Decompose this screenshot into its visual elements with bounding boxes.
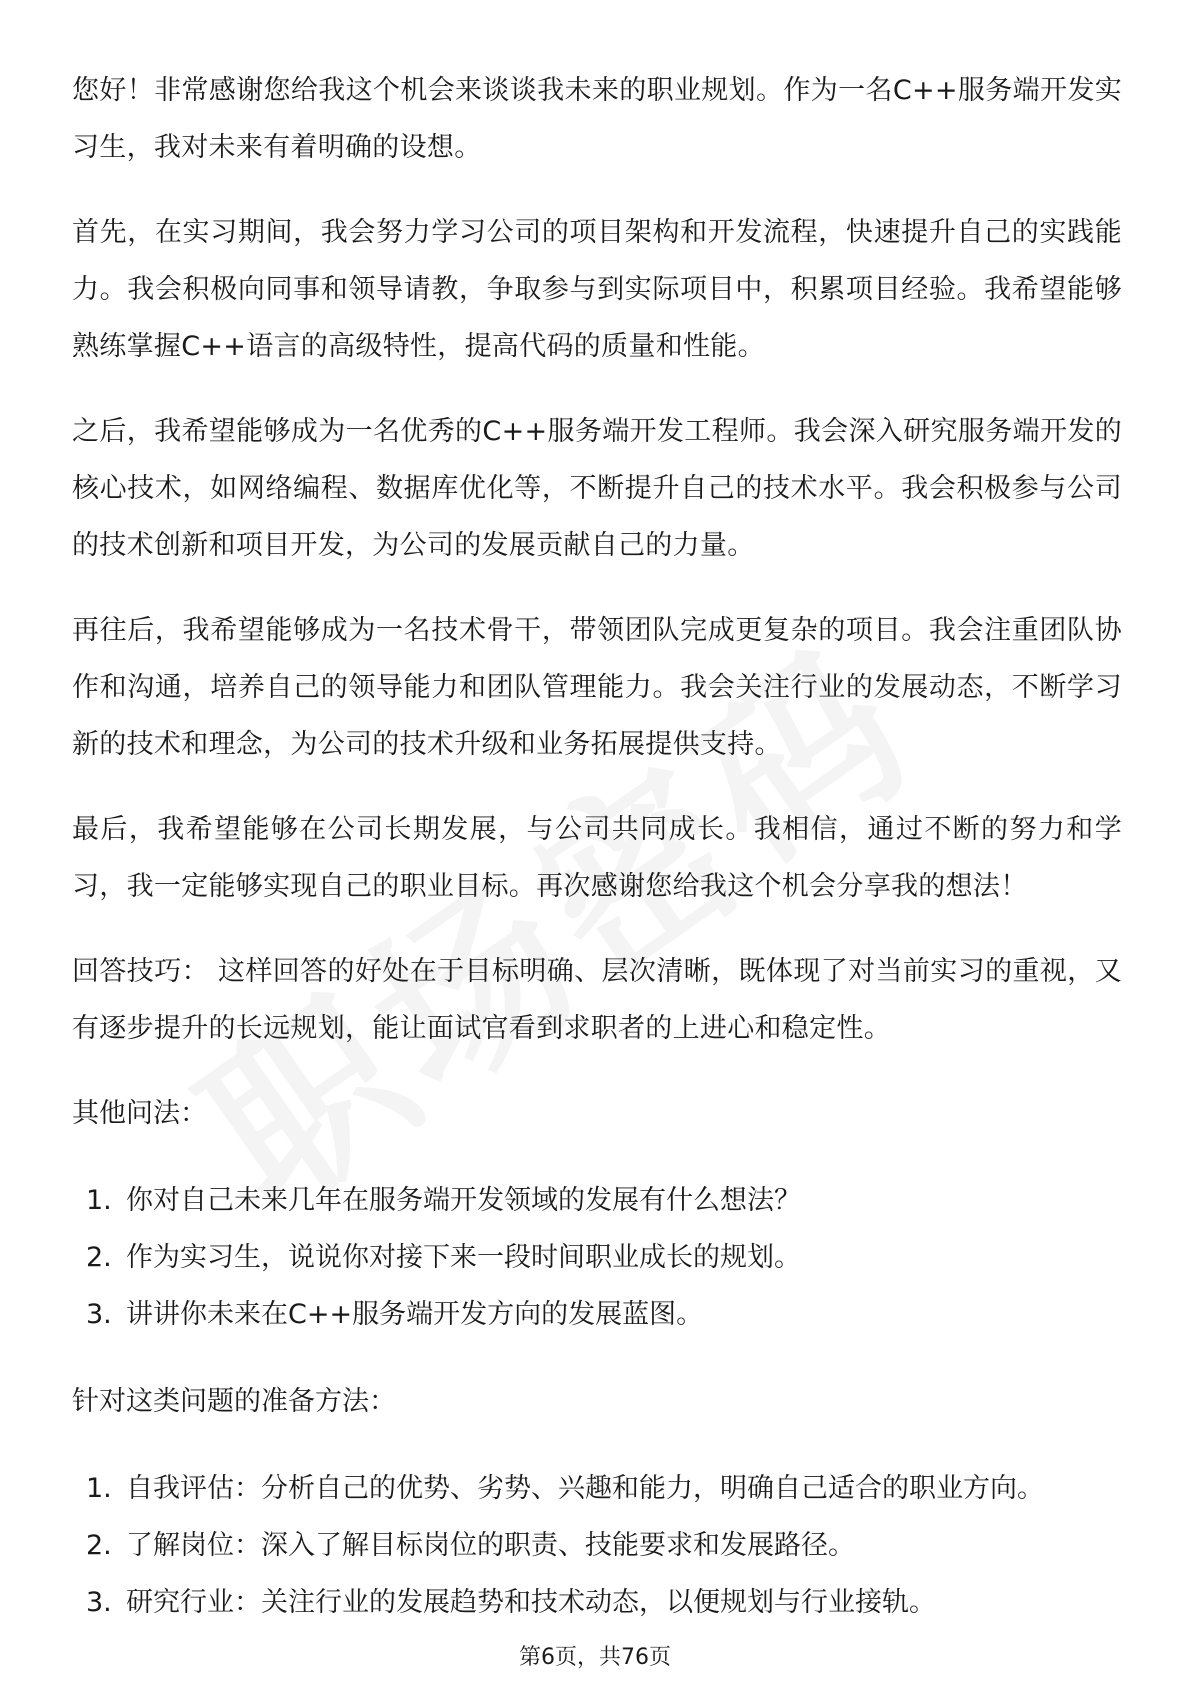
list-item-text: 讲讲你未来在C++服务端开发方向的发展蓝图。 bbox=[126, 1299, 704, 1330]
list-item-number: 2. bbox=[86, 1530, 112, 1561]
paragraph-intro: 您好！非常感谢您给我这个机会来谈谈我未来的职业规划。作为一名C++服务端开发实习生，我对未来有着明确的设想。 bbox=[72, 75, 1122, 163]
list-item-text: 了解岗位：深入了解目标岗位的职责、技能要求和发展路径。 bbox=[126, 1530, 855, 1561]
other-questions-list bbox=[72, 1172, 1122, 1343]
paragraph-first: 首先，在实习期间，我会努力学习公司的项目架构和开发流程，快速提升自己的实践能力。我会积极向同事和领导请教，争取参与到实际项目中，积累项目经验。我希望能够熟练掌握C++语言的高级特性，提高代码的质量和性能。 bbox=[72, 217, 1122, 362]
paragraph-later: 再往后，我希望能够成为一名技术骨干，带领团队完成更复杂的项目。我会注重团队协作和沟通，培养自己的领导能力和团队管理能力。我会关注行业的发展动态，不断学习新的技术和理念，为公司的技术升级和业务拓展提供支持。 bbox=[72, 615, 1122, 760]
other-questions-heading: 其他问法： bbox=[72, 1098, 207, 1129]
list-item bbox=[86, 1172, 1122, 1229]
preparation-heading: 针对这类问题的准备方法： bbox=[72, 1386, 396, 1417]
document-content bbox=[72, 62, 1122, 1661]
page-number-footer: 第6页，共76页 bbox=[519, 1645, 671, 1670]
paragraph-tips: 回答技巧： 这样回答的好处在于目标明确、层次清晰，既体现了对当前实习的重视，又有逐步提升的长远规划，能让面试官看到求职者的上进心和稳定性。 bbox=[72, 956, 1122, 1044]
list-item-text: 自我评估：分析自己的优势、劣势、兴趣和能力，明确自己适合的职业方向。 bbox=[126, 1473, 1044, 1504]
list-item-text: 作为实习生，说说你对接下来一段时间职业成长的规划。 bbox=[126, 1242, 801, 1273]
list-item-number: 3. bbox=[86, 1299, 112, 1330]
paragraph-then: 之后，我希望能够成为一名优秀的C++服务端开发工程师。我会深入研究服务端开发的核心技术，如网络编程、数据库优化等，不断提升自己的技术水平。我会积极参与公司的技术创新和项目开发，为公司的发展贡献自己的力量。 bbox=[72, 416, 1122, 561]
list-item bbox=[86, 1460, 1122, 1517]
list-item bbox=[86, 1574, 1122, 1631]
preparation-list bbox=[72, 1460, 1122, 1631]
list-item bbox=[86, 1286, 1122, 1343]
list-item-number: 2. bbox=[86, 1242, 112, 1273]
list-item-text: 研究行业：关注行业的发展趋势和技术动态，以便规划与行业接轨。 bbox=[126, 1587, 936, 1618]
list-item-number: 1. bbox=[86, 1473, 112, 1504]
list-item-number: 3. bbox=[86, 1587, 112, 1618]
paragraph-finally: 最后，我希望能够在公司长期发展，与公司共同成长。我相信，通过不断的努力和学习，我一定能够实现自己的职业目标。再次感谢您给我这个机会分享我的想法！ bbox=[72, 814, 1122, 902]
list-item bbox=[86, 1517, 1122, 1574]
list-item-number: 1. bbox=[86, 1185, 112, 1216]
list-item-text: 你对自己未来几年在服务端开发领域的发展有什么想法？ bbox=[126, 1185, 801, 1216]
list-item bbox=[86, 1229, 1122, 1286]
